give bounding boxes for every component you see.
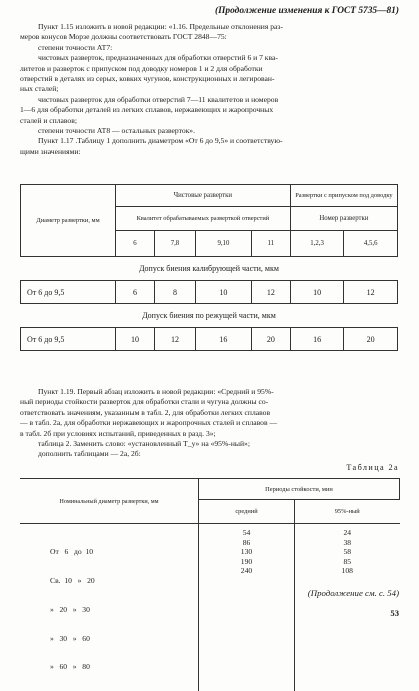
text-line: Пункт 1.19. Первый абзац изложить в новой редакции: «Средний и 95%- <box>20 387 400 397</box>
continuation-note: (Продолжение см. с. 54) <box>308 588 399 598</box>
table-cell: 10 <box>290 281 344 304</box>
table-cell: 86 <box>199 538 294 548</box>
table-cell: 6 <box>116 281 155 304</box>
table-caption-calibrating: Допуск биения калибрующей части, мкм <box>21 257 398 281</box>
row-label: От 6 до 9,5 <box>21 328 116 351</box>
text-line: Пункт 1.17 .Таблицу 1 дополнить диаметром «От 6 до 9,5» и соответствую- <box>20 136 400 146</box>
table-cell: 12 <box>154 328 195 351</box>
range-label: » 30 » 60 <box>50 634 198 644</box>
table-cell: 54 <box>199 528 294 538</box>
text-line: Пункт 1.15 изложить в новой редакции: «1.16. Предельные отклонения раз- <box>20 22 400 32</box>
tool-life-group-header: Периоды стойкости, мин <box>199 479 400 500</box>
range-label: » 60 » 80 <box>50 662 198 672</box>
quality-subheader: Квалитет обрабатываемых разверткой отверстий <box>116 207 291 231</box>
table-cell: 16 <box>290 328 344 351</box>
text-line: литетов и разверток с припуском под доводку номеров 1 и 2 для обработки <box>20 64 400 74</box>
diameter-column-header: Диаметр развертки, мм <box>21 185 116 257</box>
text-line: ный периоды стойкости разверток для обработки стали и чугуна должны со- <box>20 397 400 407</box>
table-cell: 24 <box>295 528 400 538</box>
text-line: ных сталей; <box>20 84 400 94</box>
table-cell: 58 <box>295 547 400 557</box>
table-cell: 20 <box>344 328 398 351</box>
col-header: 4,5,6 <box>344 231 398 257</box>
text-line: меров конусов Морзе должны соответствовать ГОСТ 2848—75: <box>20 32 400 42</box>
range-label: Св. 10 » 20 <box>50 576 198 586</box>
table-cell: 12 <box>344 281 398 304</box>
table-cell: 130 <box>199 547 294 557</box>
table-cell: 85 <box>295 557 400 567</box>
page-header: (Продолжение изменения к ГОСТ 5735—81) <box>215 6 399 16</box>
col-header: 1,2,3 <box>290 231 344 257</box>
range-label: От 6 до 10 <box>50 547 198 557</box>
diameter-column-header: Номинальный диаметр развертки, мм <box>20 479 199 524</box>
reamer-number-subheader: Номер развертки <box>290 207 397 231</box>
text-line: таблица 2. Заменить слово: «установленный T_у» на «95%-ный»; <box>20 439 400 449</box>
col-header: 11 <box>251 231 290 257</box>
finishing-reamers-header: Чистовые развертки <box>116 185 291 207</box>
text-line: сталей и сплавов; <box>20 116 400 126</box>
text-line: степени точности АТ8 — остальных разверток». <box>20 126 400 136</box>
table-cell: 10 <box>196 281 252 304</box>
p95-subheader: 95%-ный <box>294 500 399 524</box>
table-cell: 8 <box>154 281 195 304</box>
table-cell: 240 <box>199 566 294 576</box>
text-line: 1—6 для обработки деталей из легких сплавов, нержавеющих и жаропрочных <box>20 105 400 115</box>
finishing-allowance-header: Развертки с припуском под доводку <box>290 185 397 207</box>
amendment-paragraph-1 <box>20 22 400 157</box>
table-cell: 10 <box>116 328 155 351</box>
text-line: чистовых разверток, предназначенных для обработки отверстий 6 и 7 ква- <box>20 53 400 63</box>
text-line: отверстий в деталях из серых, ковких чугунов, конструкционных и легирован- <box>20 74 400 84</box>
page-number: 53 <box>390 608 399 618</box>
text-line: ответствовать значениям, указанным в табл. 2, для обработки легких сплавов <box>20 408 400 418</box>
col-header: 7,8 <box>154 231 195 257</box>
table-cell: 20 <box>251 328 290 351</box>
text-line: дополнить таблицами — 2а, 2б: <box>20 449 400 459</box>
table-caption-cutting: Допуск биения по режущей части, мкм <box>21 304 398 328</box>
table-2a-title: Таблица 2а <box>346 463 399 472</box>
row-label: От 6 до 9,5 <box>21 281 116 304</box>
col-header: 6 <box>116 231 155 257</box>
table-cell: 12 <box>251 281 290 304</box>
avg-values <box>199 524 295 691</box>
range-label: » 20 » 30 <box>50 605 198 615</box>
tolerance-table <box>20 184 398 351</box>
table-cell: 38 <box>295 538 400 548</box>
avg-subheader: средний <box>199 500 295 524</box>
table-cell: 16 <box>196 328 252 351</box>
text-line: степени точности АТ7: <box>20 43 400 53</box>
tool-life-table <box>20 478 400 691</box>
text-line: — в табл. 2а, для обработки нержавеющих и жаропрочных сталей и сплавов — <box>20 418 400 428</box>
amendment-paragraph-2 <box>20 387 400 460</box>
text-line: чистовых разверток для обработки отверстий 7—11 квалитетов и номеров <box>20 95 400 105</box>
table-cell: 108 <box>295 566 400 576</box>
table-cell: 190 <box>199 557 294 567</box>
col-header: 9,10 <box>196 231 252 257</box>
text-line: в табл. 2б при условиях испытаний, приведенных в разд. 3»; <box>20 429 400 439</box>
p95-values <box>294 524 399 691</box>
text-line: щими значениями: <box>20 147 400 157</box>
diameter-ranges <box>20 524 199 691</box>
